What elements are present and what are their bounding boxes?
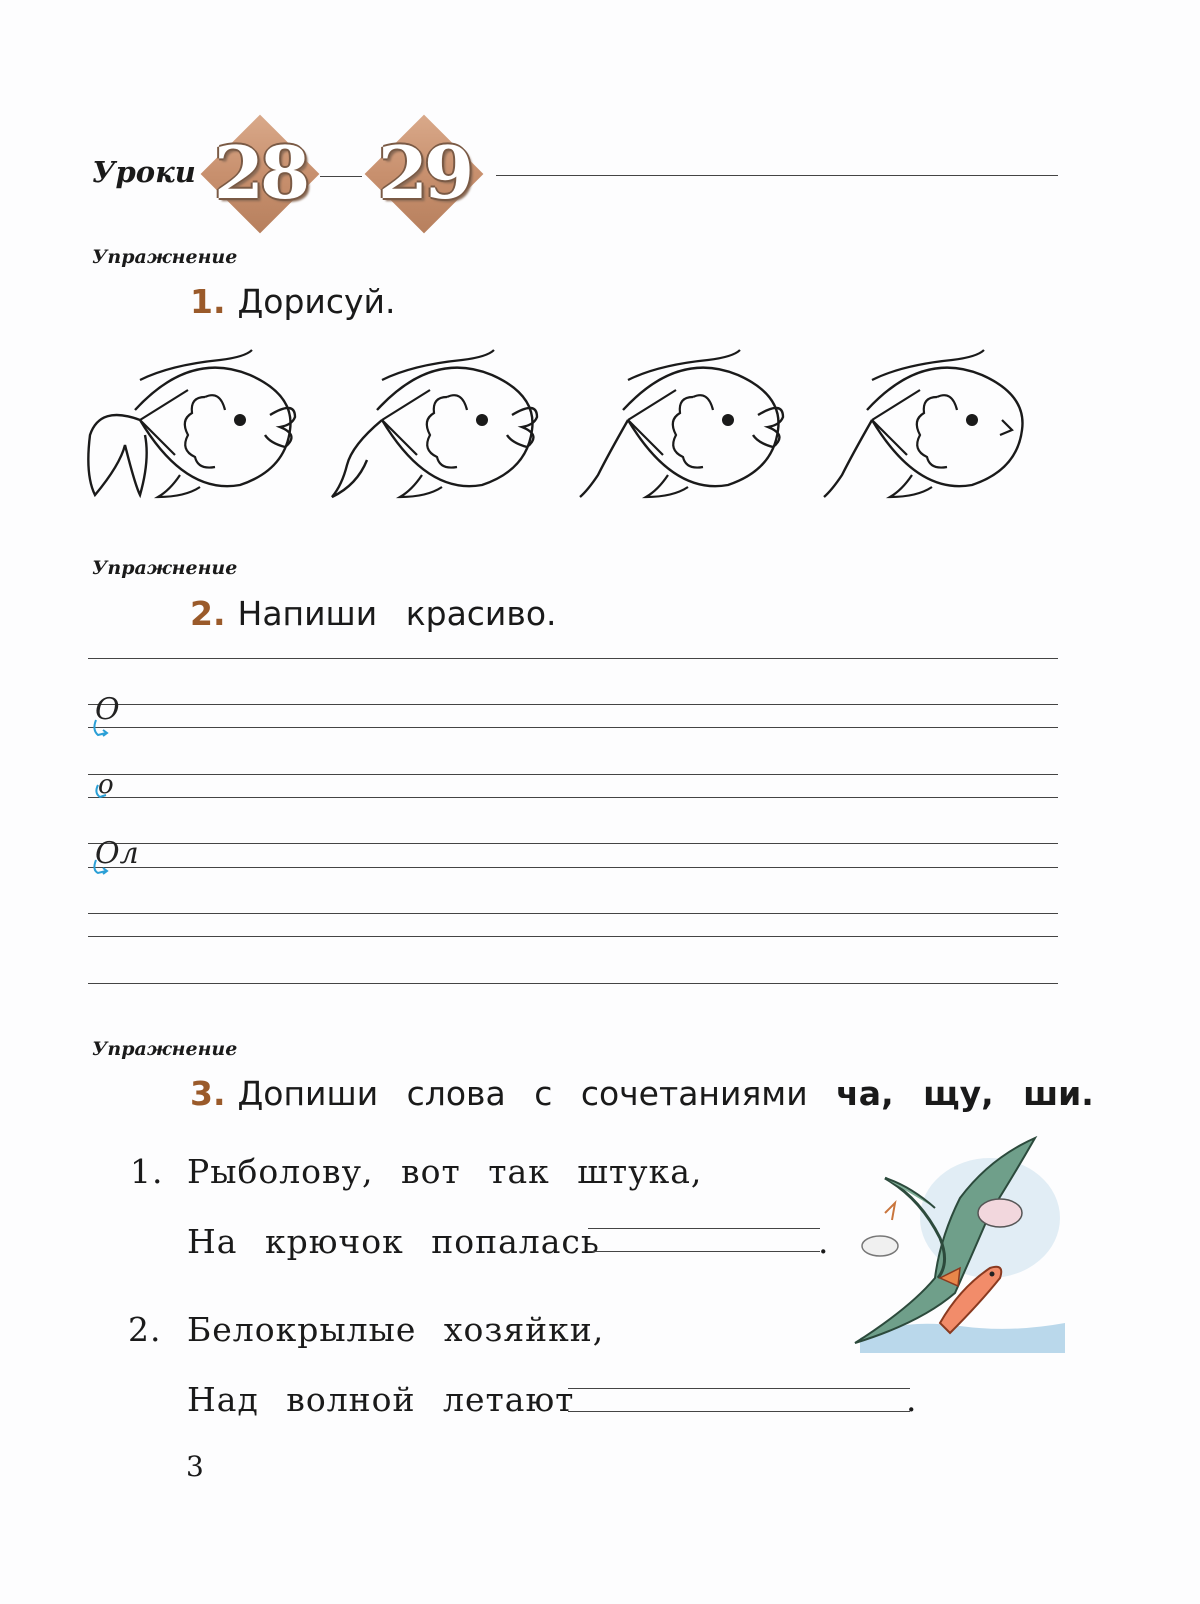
sample-capital-o: О xyxy=(95,692,120,727)
exercise-3-number: 3. xyxy=(190,1074,226,1113)
writing-line xyxy=(88,727,1058,728)
answer-line-1b xyxy=(588,1251,820,1252)
writing-line xyxy=(88,797,1058,798)
trace-arrows xyxy=(88,715,116,875)
lessons-label: Уроки xyxy=(92,155,196,189)
answer-line-2a xyxy=(568,1388,910,1389)
sample-ol: Ол xyxy=(95,836,139,871)
poem-1-end: . xyxy=(818,1222,830,1261)
fish-2 xyxy=(332,350,537,497)
writing-line xyxy=(88,913,1058,914)
answer-line-1a xyxy=(588,1228,820,1229)
exercise-2-task xyxy=(190,594,557,633)
exercise-2-label: Упражнение xyxy=(92,557,238,579)
poem-2-end: . xyxy=(906,1380,918,1419)
writing-line xyxy=(88,983,1058,984)
writing-line xyxy=(88,658,1058,659)
writing-line xyxy=(88,867,1058,868)
poem-1-line2: На крючок попалась xyxy=(187,1222,600,1261)
exercise-1-task xyxy=(190,282,395,321)
poem-2-number: 2. xyxy=(128,1310,162,1349)
writing-line xyxy=(88,936,1058,937)
lesson-range-dash xyxy=(320,176,362,177)
exercise-2-number: 2. xyxy=(190,594,226,633)
poem-2-line1: Белокрылые хозяйки, xyxy=(187,1310,605,1349)
exercise-1-instruction: Дорисуй. xyxy=(237,282,396,321)
page-number: 3 xyxy=(186,1450,204,1483)
writing-line xyxy=(88,704,1058,705)
answer-line-2b xyxy=(568,1411,910,1412)
fish-3 xyxy=(580,350,783,497)
exercise-3-combos: ча, щу, ши. xyxy=(836,1074,1094,1113)
sample-lower-o: о xyxy=(98,770,114,800)
exercise-1-number: 1. xyxy=(190,282,226,321)
seagull-fish-illustration xyxy=(840,1128,1070,1358)
exercise-1-label: Упражнение xyxy=(92,246,238,268)
writing-line xyxy=(88,843,1058,844)
exercise-3-instruction: Допиши слова с сочетаниями xyxy=(237,1074,808,1113)
exercise-3-label: Упражнение xyxy=(92,1038,238,1060)
exercise-3-task xyxy=(190,1074,1094,1113)
lesson-number-to: 29 xyxy=(377,130,471,215)
fish-drawings xyxy=(80,335,1040,515)
poem-1-line1: Рыболову, вот так штука, xyxy=(187,1152,703,1191)
writing-line xyxy=(88,774,1058,775)
exercise-2-instruction: Напиши красиво. xyxy=(237,594,557,633)
fish-4 xyxy=(824,350,1023,497)
lesson-number-from: 28 xyxy=(213,130,307,215)
header-rule xyxy=(496,175,1058,176)
fish-1 xyxy=(88,350,295,497)
poem-1-number: 1. xyxy=(130,1152,164,1191)
poem-2-line2: Над волной летают xyxy=(187,1380,575,1419)
